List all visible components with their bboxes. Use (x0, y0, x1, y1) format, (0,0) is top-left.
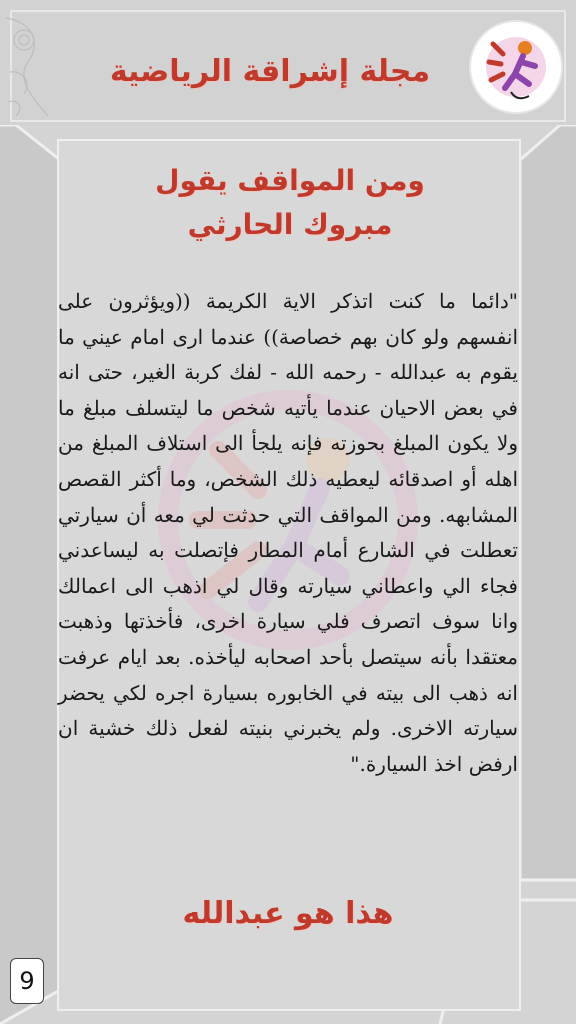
floral-ornament-icon (2, 12, 54, 122)
closing-line: هذا هو عبدالله (182, 896, 394, 931)
heading-line-1: ومن المواقف يقول (155, 164, 425, 197)
heading-line-2: مبروك الحارثي (187, 208, 393, 241)
page-number: 9 (10, 958, 44, 1004)
magazine-title: مجلة إشراقة الرياضية (109, 54, 431, 89)
article-body: "دائما ما كنت اتذكر الاية الكريمة ((ويؤثرون على انفسهم ولو كان بهم خصاصة)) عندما ارى امام عيني ما يقوم به عبدالله - رحمه الله - لفك كربة الغير، حتى انه في بعض الاحيان عندما يأتيه شخص ما ليتسلف مبلغ ما ولا يكون المبلغ بحوزته فإنه يلجأ الى استلاف المبلغ من اهله أو اصدقائه ليعطيه ذلك الشخص، وما أكثر القصص المشابهه. ومن المواقف التي حدثت لي معه أن سيارتي تعطلت في الشارع أمام المطار فإتصلت به ليساعدني فجاء الي واعطاني سيارته وقال لي اذهب الى اعمالك وانا سوف اتصرف فلي سيارة اخرى، فأخذتها وذهبت معتقدا بأنه سيتصل بأحد اصحابه ليأخذه. بعد ايام عرفت انه ذهب الى بيته في الخابوره بسيارة اجره لكي يحضر سيارته الاخرى. ولم يخبرني بنيته لفعل ذلك خشية ان ارفض اخذ السيارة." (58, 289, 518, 776)
runner-logo (469, 20, 563, 114)
